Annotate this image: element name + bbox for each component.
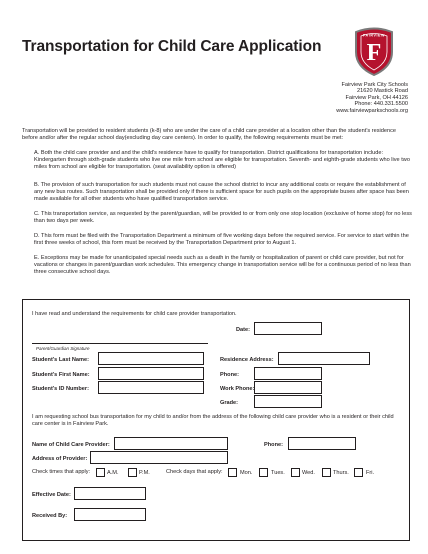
- phone-field[interactable]: [254, 367, 322, 380]
- date-label: Date:: [236, 327, 250, 333]
- requirement-e: E. Exceptions may be made for unanticipated special needs such as a death in the family or hospitalization of parent or child care provider, but not for vacations or changes in parent/guardian work schedules. This emergency change in transportation service will be for a continuous period of no less than three consecutive school days.: [34, 255, 411, 275]
- provider-name-field[interactable]: [114, 437, 228, 450]
- svg-text:FAIRVIEW: FAIRVIEW: [362, 33, 386, 38]
- provider-address-label: Address of Provider:: [32, 456, 88, 462]
- thursday-checkbox[interactable]: [322, 468, 331, 477]
- pm-checkbox[interactable]: [128, 468, 137, 477]
- effective-date-field[interactable]: [74, 487, 146, 500]
- requirement-d: D. This form must be filed with the Transportation Department a minimum of five working days before the required service. For service to start within the first three weeks of school, this form must be received by the Transportation Department prior to August 1.: [34, 233, 409, 246]
- intro-paragraph: Transportation will be provided to resident students (k-8) who are under the care of a child care provider at a location other than the student's residence before and/or after the regular school day(excluding day care centers). In order to qualify, the following requirements must be met:: [22, 128, 396, 141]
- signature-caption: Parent/Guardian Signature: [36, 346, 90, 351]
- student-first-name-label: Student's First Name:: [32, 372, 90, 378]
- pm-label: P.M.: [139, 470, 150, 476]
- am-label: A.M.: [107, 470, 119, 476]
- request-text: I am requesting school bus transportation for my child to and/or from the address of the following child care provider who is a resident or their child care center is in Fairview Park.: [32, 414, 394, 427]
- residence-address-label: Residence Address:: [220, 357, 274, 363]
- requirement-a: A. Both the child care provider and and the child's residence have to qualify for transportation. District qualifications for transportation include: Kindergarten through sixth-grade students who live one mile from school are eligible for transportation. Seventh- and eighth-grade students who live two miles from school are eligible for transportation. (seat availability option is offered): [34, 150, 410, 170]
- district-name: Fairview Park City Schools: [341, 82, 408, 88]
- check-times-label: Check times that apply:: [32, 469, 91, 475]
- provider-phone-field[interactable]: [288, 437, 356, 450]
- svg-text:F: F: [366, 40, 382, 66]
- provider-address-field[interactable]: [90, 451, 228, 464]
- grade-field[interactable]: [254, 395, 322, 408]
- work-phone-field[interactable]: [254, 381, 322, 394]
- school-shield-logo-icon: [352, 26, 396, 76]
- received-by-label: Received By:: [32, 513, 68, 519]
- work-phone-label: Work Phone:: [220, 386, 255, 392]
- district-contact-block: [336, 82, 408, 114]
- residence-address-field[interactable]: [278, 352, 370, 365]
- student-last-name-label: Student's Last Name:: [32, 357, 89, 363]
- student-last-name-field[interactable]: [98, 352, 204, 365]
- requirement-b: B. The provision of such transportation for such students must not cause the school district to incur any additional costs or require the establishment of any new bus routes. Such transportation shall be provided only if there is sufficient space for such pupils on the appropriate buses after space has been made available for all other students who have qualified transportation service.: [34, 182, 409, 202]
- phone-label: Phone:: [220, 372, 239, 378]
- provider-name-label: Name of Child Care Provider:: [32, 442, 110, 448]
- student-id-label: Student's ID Number:: [32, 386, 89, 392]
- wednesday-label: Wed.: [302, 470, 315, 476]
- grade-label: Grade:: [220, 400, 239, 406]
- district-website[interactable]: www.fairviewparkschools.org: [336, 107, 408, 114]
- am-checkbox[interactable]: [96, 468, 105, 477]
- district-address-line1: 21620 Mastick Road: [357, 88, 408, 95]
- thursday-label: Thurs.: [333, 470, 349, 476]
- signature-line[interactable]: [32, 343, 208, 344]
- tuesday-label: Tues.: [271, 470, 285, 476]
- provider-phone-label: Phone:: [264, 442, 283, 448]
- date-field[interactable]: [254, 322, 322, 335]
- acknowledgement-text: I have read and understand the requirements for child care provider transportation.: [32, 311, 237, 317]
- friday-label: Fri.: [366, 470, 375, 476]
- monday-checkbox[interactable]: [228, 468, 237, 477]
- district-address-line2: Fairview Park, OH 44126: [345, 94, 408, 101]
- page-title: Transportation for Child Care Application: [22, 38, 322, 55]
- student-id-field[interactable]: [98, 381, 204, 394]
- requirement-c: C. This transportation service, as requested by the parent/guardian, will be provided to or from only one stop location (exclusive of home stop) for no less than two days per week.: [34, 211, 412, 224]
- friday-checkbox[interactable]: [354, 468, 363, 477]
- wednesday-checkbox[interactable]: [291, 468, 300, 477]
- received-by-field[interactable]: [74, 508, 146, 521]
- district-phone: Phone: 440.331.5500: [354, 101, 408, 108]
- tuesday-checkbox[interactable]: [259, 468, 268, 477]
- check-days-label: Check days that apply:: [166, 469, 223, 475]
- student-first-name-field[interactable]: [98, 367, 204, 380]
- monday-label: Mon.: [240, 470, 253, 476]
- effective-date-label: Effective Date:: [32, 492, 71, 498]
